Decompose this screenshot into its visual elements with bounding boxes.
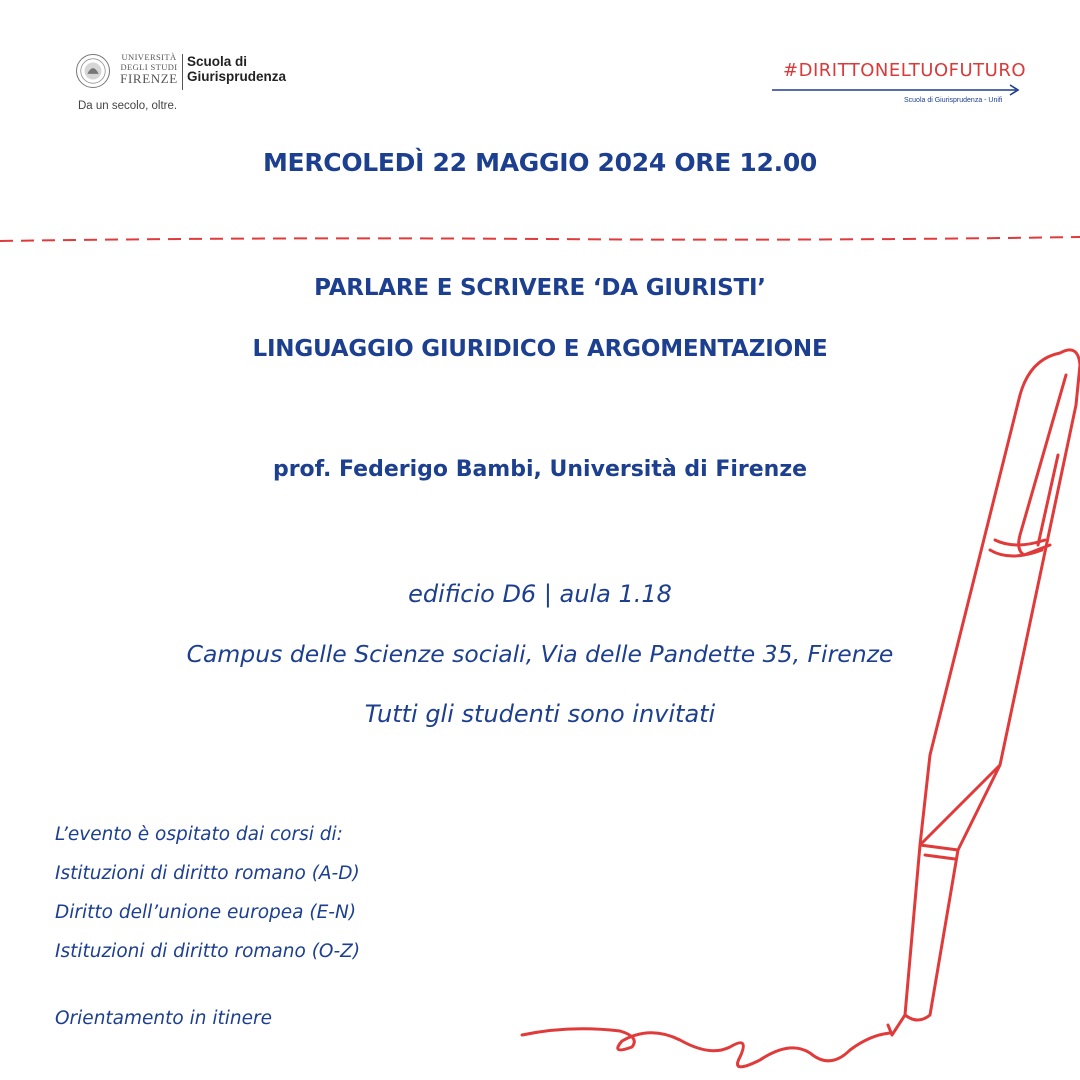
school-name-line1: Scuola di: [187, 54, 248, 69]
campaign-hashtag: #DIRITTONELTUOFUTURO: [783, 60, 1027, 81]
school-name-line2: Giurisprudenza: [187, 69, 287, 84]
school-name: [187, 54, 286, 84]
orientation-note: Orientamento in itinere: [55, 1008, 272, 1029]
event-date: MERCOLEDÌ 22 MAGGIO 2024 ORE 12.00: [262, 148, 818, 177]
event-title-line2: LINGUAGGIO GIURIDICO E ARGOMENTAZIONE: [252, 336, 828, 362]
university-name-line1: UNIVERSITÀ: [121, 52, 177, 62]
campaign-subtext: Scuola di Giurisprudenza - Unifi: [904, 97, 1003, 104]
event-address: Campus delle Scienze sociali, Via delle Pandette 35, Firenze: [186, 640, 894, 668]
university-name-line2: DEGLI STUDI: [120, 62, 178, 72]
university-seal-icon: [76, 54, 110, 88]
logo-divider: [182, 54, 183, 90]
event-room: edificio D6 | aula 1.18: [408, 580, 672, 608]
university-tagline: Da un secolo, oltre.: [78, 100, 178, 112]
course-item: Diritto dell’unione europea (E-N): [55, 902, 357, 923]
course-item: Istituzioni di diritto romano (A-D): [55, 863, 360, 884]
event-title-line1: PARLARE E SCRIVERE ‘DA GIURISTI’: [314, 275, 766, 301]
hosted-intro: L’evento è ospitato dai corsi di:: [55, 824, 343, 845]
dashed-divider: [0, 232, 1080, 246]
pen-illustration-icon: [510, 335, 1080, 1080]
hosted-courses: [55, 815, 360, 971]
course-item: Istituzioni di diritto romano (O-Z): [55, 941, 361, 962]
university-name: [118, 52, 180, 84]
event-speaker: prof. Federigo Bambi, Università di Firenze: [272, 457, 808, 482]
event-invitation: Tutti gli studenti sono invitati: [364, 700, 716, 728]
university-logo: [76, 52, 316, 118]
university-name-line3: FIRENZE: [120, 71, 178, 86]
hashtag-arrow-icon: [772, 84, 1022, 96]
